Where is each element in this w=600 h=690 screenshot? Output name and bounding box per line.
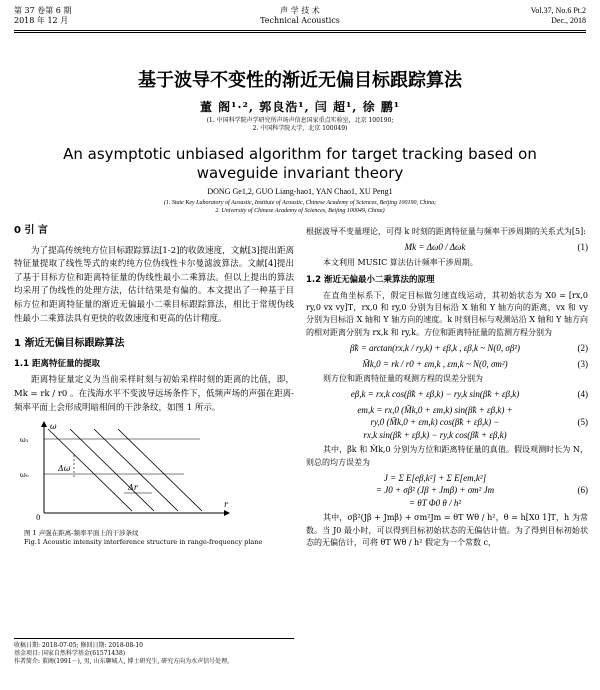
intro-paragraph: 为了提高传统纯方位目标跟踪算法[1-2]的收敛速度，文献[3]提出距离特征量提取了线性等式的束约纯方位伪线性卡尔曼滤波算法。文献[4]提出了基于目标方位和距离特征量的伪线性最小二乘算法。但以上提出的算法均采用了伪线性的处理方法，估计结果是有偏的。本文提出了一种基于目标方位和距离特征量的渐近无偏最小二乘目标跟踪算法，相比于常规伪线性最小二乘算法具有更快的收敛速度和更高的估计精度。 (14, 245, 294, 324)
affiliation-cn-2: 2. 中国科学院大学，北京 100049) (252, 125, 348, 132)
equation-6c (306, 497, 588, 509)
omega1-label: ω₁ (20, 436, 29, 445)
volume-issue-en: Vol.37, No.6 Pt.2 (530, 6, 586, 15)
equation-2-body: β̃k = arctan(rx,k / ry,k) + εβ,k , εβ,k ~ N(0, σβ²) (349, 343, 521, 354)
volume-issue: 第 37 卷第 6 期 (14, 6, 72, 15)
fringe-line-3 (94, 429, 178, 511)
origin-label: 0 (36, 514, 41, 522)
equation-5c (306, 429, 588, 441)
fringe-line-4 (118, 429, 202, 511)
equation-1 (306, 241, 588, 253)
right-column (306, 226, 588, 549)
interference-diagram (14, 421, 234, 521)
equation-3-body: M̃k,0 = rk / r0 + εm,k , εm,k ~ N(0, σm²) (362, 358, 508, 369)
y-axis-arrow (41, 421, 47, 427)
page-header (14, 6, 586, 31)
footnote (14, 638, 294, 666)
subsection-heading-1-1: 1.1 距离特征量的提取 (14, 358, 101, 369)
affiliation-en-1: (1. State Key Laboratory of Acoustic, Institute of Acoustic, Chinese Academy of Sciences, Beijing 100190, China; (163, 200, 437, 206)
right-paragraph-4: 则方位和距离特征量的观测方程的误差分别为 (323, 374, 483, 384)
subsection-heading-1-2: 1.2 渐近无偏最小二乘算法的原理 (306, 275, 435, 286)
equation-5-number: (5) (577, 417, 588, 428)
equation-2 (306, 342, 588, 354)
affiliation-en-2: 2. University of Chinese Academy of Sciences, Beijing 100049, China) (215, 208, 385, 214)
equation-6b-body: = J0 + σβ² (Jβ + Jmβ) + σm² Jm (375, 485, 495, 496)
equation-5c-body: rx,k sin(β̃k + εβ,k) − ry,k cos(β̃k + εβ,k) (363, 429, 507, 440)
issue-date-en: Dec., 2018 (551, 16, 586, 25)
affiliation-cn-1: (1. 中国科学院声学研究所声场声信息国家重点实验室，北京 100190; (206, 117, 394, 124)
equation-1-number: (1) (577, 242, 588, 253)
equation-5a (306, 404, 588, 416)
equation-5b (306, 416, 588, 428)
equation-1-body: Mk = Δω0 / Δωk (404, 242, 466, 253)
right-paragraph-3: 在直角坐标系下，假定目标做匀速直线运动，其初始状态为 X0 = [rx,0 ry,0 vx vy]T，rx,0 和 ry,0 分别为目标沿 X 轴和 Y 轴方向的距离，vx 和 vy 分别为目标沿 X 轴和 Y 轴方向的速度。k 时刻目标与观测站沿 X 轴和 Y 轴方向的相对距离分别为 rx,k 和 ry,k。方位和距离特征量的监测方程分别为 (306, 290, 588, 337)
authors-english: DONG Ge1,2, GUO Liang-hao1, YAN Chao1, XU Peng1 (207, 187, 393, 196)
subsection-1-1-paragraph: 距离特征量定义为当前采样时刻与初始采样时刻的距离的比值，即，Mk = rk / r0 。在浅海水平不变波导远场条件下，低频声场的声强在距离-频率平面上会形成明暗相间的干涉条纹，如图 1 所示。 (14, 375, 294, 413)
section-heading-1: 1 渐近无偏目标跟踪算法 (14, 338, 125, 350)
equation-6c-body: = θT Φ0 θ / h² (408, 497, 462, 508)
equation-4-body: eβ,k = rx,k cos(β̃k + εβ,k) − ry,k sin(β̃k + εβ,k) (350, 389, 520, 400)
footnote-author-bio: 作者简介: 董阁(1991－), 男, 山东聊城人, 博士研究生, 研究方向为水声信号处理。 (14, 658, 234, 665)
delta-r-label: Δr (128, 483, 138, 493)
journal-name (14, 6, 586, 26)
right-paragraph-5: 其中，β̃k 和 M̃k,0 分别为方位和距离特征量的真值。假设观测时长为 N，则总的均方误差为 (306, 445, 588, 467)
equation-5a-body: em,k = rx,0 (M̃k,0 + εm,k) sin(β̃k + εβ,k) + (357, 404, 513, 415)
right-paragraph-6: 其中，σβ²(Jβ + Jmβ) + σm²Jm = θT Wθ / h²，θ = h[X0 1]T，h 为常数。当 J0 最小时，可以得到目标初始状态的无偏估计值。为了得到目标初始状态的无偏估计，可将 θT Wθ / h² 假定为一个常数 c， (306, 513, 588, 547)
footnote-received: 收稿日期: 2018-07-05; 修回日期: 2018-08-10 (14, 642, 143, 649)
header-divider (14, 32, 586, 34)
right-paragraph-1: 根据波导不变量理论，可得 k 时刻的距离特征量与频率干涉周期的关系式为[5]: (306, 227, 586, 236)
x-axis-label: r (224, 500, 228, 510)
fringe-line-2 (70, 429, 154, 511)
figure-caption-en: Fig.1 Acoustic intensity interference structure in range-frequency plane (24, 537, 263, 546)
equation-6-number: (6) (577, 485, 588, 496)
equation-5b-body: ry,0 (M̃k,0 + εm,k) cos(β̃k + εβ,k) − (370, 417, 500, 428)
left-column (14, 222, 294, 547)
journal-name-en: Technical Acoustics (260, 16, 340, 25)
equation-4 (306, 388, 588, 400)
journal-name-cn: 声 学 技 术 (280, 6, 320, 15)
equation-3 (306, 358, 588, 370)
omega0-label: ω₀ (20, 471, 29, 480)
equation-6a-body: J = Σ E[eβ,k²] + Σ E[em,k²] (383, 472, 487, 483)
equation-4-number: (4) (577, 389, 588, 400)
equation-3-number: (3) (577, 358, 588, 369)
figure-caption-cn: 图 1 声强在距离-频率平面上的干涉条纹 (24, 528, 139, 537)
equation-6b (306, 484, 588, 496)
authors-chinese: 董 阁¹·², 郭良浩¹, 闫 超¹, 徐 鹏¹ (199, 100, 401, 114)
figure-1 (14, 421, 294, 527)
y-axis-label: ω (50, 422, 57, 432)
delta-omega-label: Δω (58, 464, 71, 474)
equation-2-number: (2) (577, 343, 588, 354)
section-heading-intro: 0 引 言 (14, 225, 48, 236)
x-axis-arrow (224, 510, 230, 516)
title-english: An asymptotic unbiased algorithm for target tracking based on waveguide invariant theory (63, 145, 537, 182)
footnote-funding: 基金项目: 国家自然科学基金(61571438) (14, 650, 126, 657)
title-chinese: 基于波导不变性的渐近无偏目标跟踪算法 (138, 70, 462, 91)
equation-6a (306, 472, 588, 484)
issue-date-cn: 2018 年 12 月 (14, 16, 69, 25)
right-paragraph-2: 本文利用 MUSIC 算法估计频率干涉周期。 (323, 257, 478, 267)
journal-volume-en (531, 6, 586, 26)
